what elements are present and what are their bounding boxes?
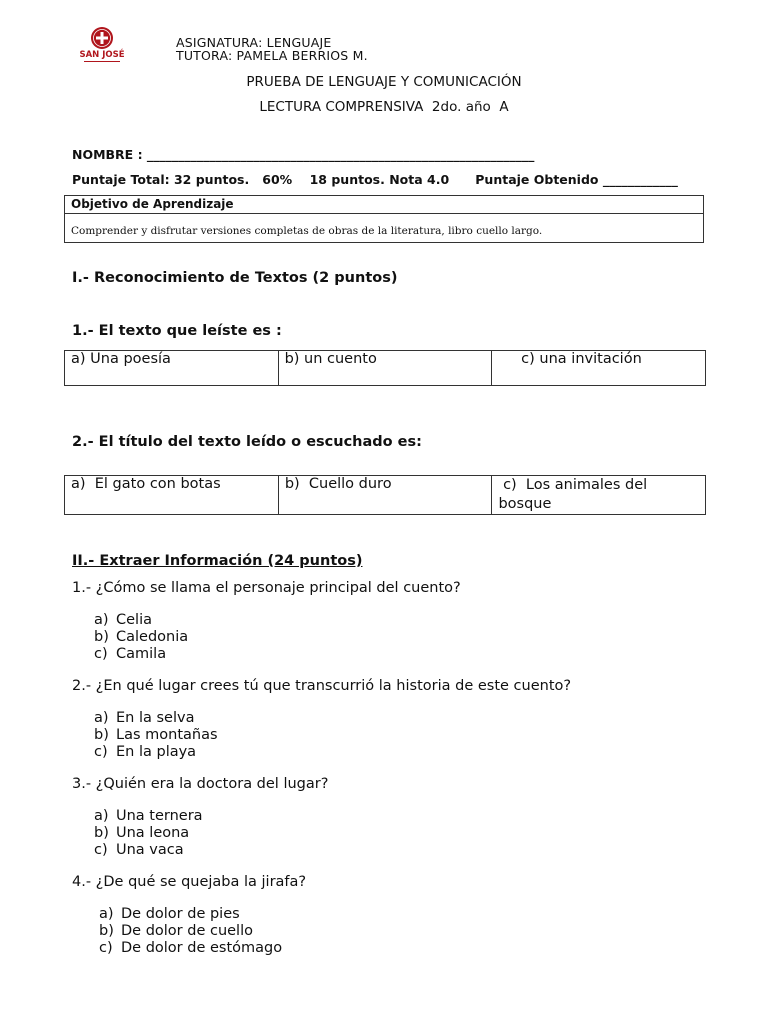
question-text: 3.- ¿Quién era la doctora del lugar? — [72, 776, 329, 792]
option-cell[interactable]: a) El gato con botas — [65, 476, 279, 515]
option-letter: b) — [94, 825, 109, 841]
answer-options — [94, 710, 218, 761]
answer-options — [99, 906, 282, 957]
school-logo-name: SAN JOSÉ — [79, 50, 125, 60]
document-subtitle: LECTURA COMPRENSIVA 2do. año A — [259, 99, 509, 115]
subject-label: ASIGNATURA: LENGUAJE — [176, 35, 332, 50]
option-text: En la playa — [116, 744, 197, 760]
answer-option[interactable] — [94, 727, 218, 744]
option-text: De dolor de cuello — [121, 923, 253, 939]
document-title: PRUEBA DE LENGUAJE Y COMUNICACIÓN — [246, 74, 522, 90]
answer-options — [94, 808, 203, 859]
question-text: 4.- ¿De qué se quejaba la jirafa? — [72, 874, 307, 890]
option-letter: a) — [99, 906, 114, 922]
answer-option[interactable] — [94, 842, 203, 859]
option-text: Caledonia — [116, 629, 189, 645]
answer-option[interactable] — [94, 808, 203, 825]
answer-option[interactable] — [99, 906, 282, 923]
objective-heading: Objetivo de Aprendizaje — [65, 196, 703, 214]
option-text: Celia — [116, 612, 152, 628]
tutor-label: TUTORA: PAMELA BERRIOS M. — [176, 48, 368, 63]
answer-option[interactable] — [94, 744, 218, 761]
option-letter: b) — [99, 923, 114, 939]
option-letter: b) — [94, 629, 109, 645]
option-text: De dolor de pies — [121, 906, 240, 922]
option-letter: c) — [94, 646, 108, 662]
option-letter: a) — [94, 808, 109, 824]
section2-heading: II.- Extraer Información (24 puntos) — [72, 553, 363, 569]
answer-options — [94, 612, 188, 663]
option-text: Las montañas — [116, 727, 218, 743]
section1-q2-options — [64, 475, 706, 515]
question-text: 2.- ¿En qué lugar crees tú que transcurrió la historia de este cuento? — [72, 678, 572, 694]
score-line: Puntaje Total: 32 puntos. 60% 18 puntos. Nota 4.0 Puntaje Obtenido ____________ — [72, 172, 678, 187]
objective-text: Comprender y disfrutar versiones completas de obras de la literatura, libro cuello largo. — [71, 225, 543, 237]
option-cell[interactable]: c) una invitación — [492, 351, 706, 386]
option-letter: c) — [99, 940, 113, 956]
option-letter: c) — [94, 842, 108, 858]
answer-option[interactable] — [94, 710, 218, 727]
option-cell[interactable]: b) un cuento — [278, 351, 492, 386]
section1-q1: 1.- El texto que leíste es : — [72, 323, 282, 339]
option-text: Una vaca — [116, 842, 184, 858]
option-text: En la selva — [116, 710, 195, 726]
answer-option[interactable] — [94, 629, 188, 646]
option-cell[interactable]: b) Cuello duro — [278, 476, 492, 515]
school-logo-underline — [84, 61, 120, 62]
option-text: Una ternera — [116, 808, 203, 824]
objective-box — [64, 195, 704, 243]
option-letter: b) — [94, 727, 109, 743]
answer-option[interactable] — [94, 612, 188, 629]
question-text: 1.- ¿Cómo se llama el personaje principal del cuento? — [72, 580, 461, 596]
answer-option[interactable] — [99, 923, 282, 940]
option-letter: a) — [94, 710, 109, 726]
option-cell[interactable]: c) Los animales del bosque — [492, 476, 706, 515]
option-text: De dolor de estómago — [121, 940, 283, 956]
answer-option[interactable] — [94, 825, 203, 842]
option-cell[interactable]: a) Una poesía — [65, 351, 279, 386]
section1-heading: I.- Reconocimiento de Textos (2 puntos) — [72, 270, 398, 286]
section1-q2: 2.- El título del texto leído o escuchado es: — [72, 434, 422, 450]
option-text: Una leona — [116, 825, 190, 841]
answer-option[interactable] — [94, 646, 188, 663]
option-letter: a) — [94, 612, 109, 628]
answer-option[interactable] — [99, 940, 282, 957]
option-letter: c) — [94, 744, 108, 760]
student-name-field[interactable]: NOMBRE : ______________________________________________________________ — [72, 147, 535, 162]
school-logo — [80, 25, 124, 69]
section1-q1-options — [64, 350, 706, 386]
option-text: Camila — [116, 646, 167, 662]
